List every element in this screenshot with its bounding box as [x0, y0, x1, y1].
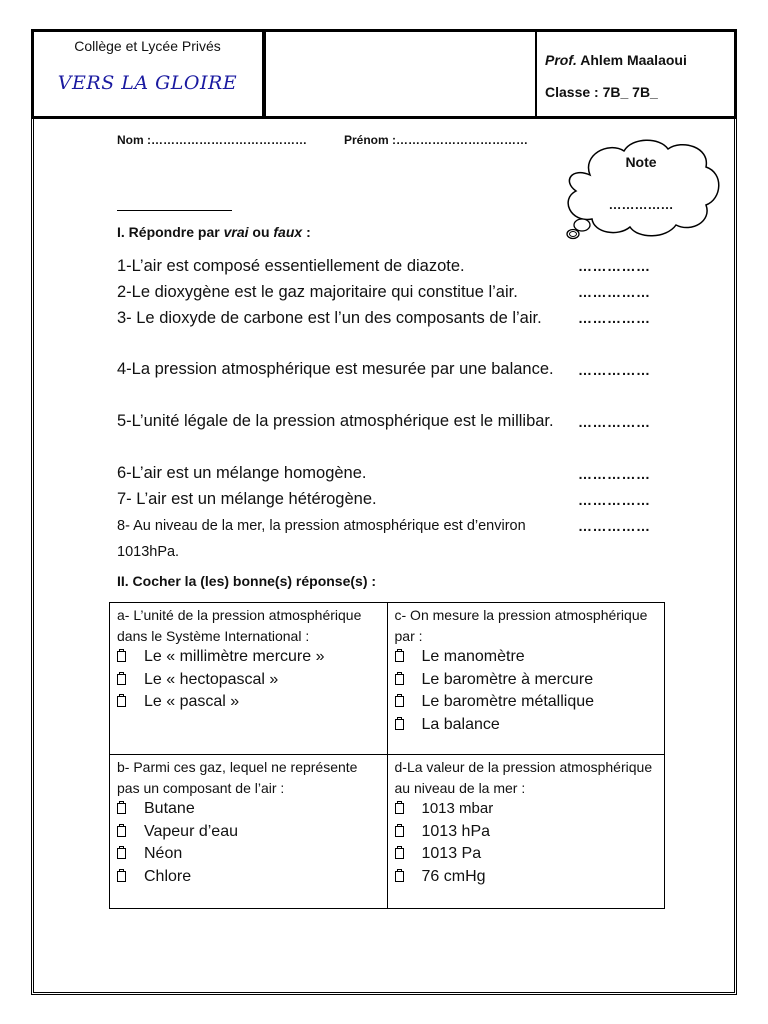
tf-answer-6[interactable]: …………… [578, 466, 651, 482]
mcq-option[interactable]: 76 cmHg [395, 866, 659, 889]
teacher-name: Prof. Ahlem Maalaoui [545, 52, 687, 68]
checkbox-icon[interactable] [117, 848, 126, 859]
mcq-option[interactable]: 1013 Pa [395, 843, 659, 866]
note-cloud [560, 137, 722, 245]
header-divider [31, 117, 737, 119]
note-field[interactable]: …………… [608, 197, 674, 212]
header-blank-box [264, 30, 537, 118]
section1-title: I. Répondre par vrai ou faux : [117, 224, 311, 240]
mcq-question-c: c- On mesure la pression atmosphérique par : [394, 607, 648, 644]
mcq-option[interactable]: Le « pascal » [117, 691, 381, 714]
mcq-cell-b [110, 755, 388, 909]
section-rule [117, 210, 232, 211]
tf-answer-1[interactable]: …………… [578, 258, 651, 274]
school-header-box [31, 30, 264, 118]
checkbox-icon[interactable] [395, 803, 404, 814]
checkbox-icon[interactable] [117, 696, 126, 707]
mcq-option[interactable]: La balance [395, 714, 659, 737]
mcq-table [109, 602, 665, 909]
tf-question-8: 8- Au niveau de la mer, la pression atmosphérique est d’environ 1013hPa. [117, 518, 526, 560]
mcq-option[interactable]: Le manomètre [395, 646, 659, 669]
tf-question-7: 7- L’air est un mélange hétérogène. [117, 490, 377, 508]
checkbox-icon[interactable] [395, 674, 404, 685]
nom-field[interactable]: Nom :………………………………… [117, 133, 307, 147]
mcq-option[interactable]: Néon [117, 843, 381, 866]
mcq-option[interactable]: Vapeur d’eau [117, 821, 381, 844]
tf-answer-7[interactable]: …………… [578, 492, 651, 508]
school-motto: VERS LA GLOIRE [57, 72, 238, 94]
class-label: Classe : 7B_ 7B_ [545, 84, 658, 100]
mcq-option[interactable]: Butane [117, 798, 381, 821]
section2-title: II. Cocher la (les) bonne(s) réponse(s) : [117, 573, 377, 589]
tf-answer-5[interactable]: …………… [578, 414, 651, 430]
tf-question-5: 5-L’unité légale de la pression atmosphérique est le millibar. [117, 412, 554, 430]
checkbox-icon[interactable] [395, 719, 404, 730]
tf-answer-2[interactable]: …………… [578, 284, 651, 300]
tf-question-2: 2-Le dioxygène est le gaz majoritaire qui constitue l’air. [117, 283, 518, 301]
prenom-field[interactable]: Prénom :…………………………… [344, 133, 529, 147]
school-name: Collège et Lycée Privés [74, 38, 221, 54]
tf-question-4: 4-La pression atmosphérique est mesurée par une balance. [117, 360, 554, 378]
checkbox-icon[interactable] [117, 871, 126, 882]
mcq-cell-d [387, 755, 665, 909]
mcq-option[interactable]: 1013 mbar [395, 798, 659, 821]
mcq-question-b: b- Parmi ces gaz, lequel ne représente pas un composant de l’air : [117, 759, 358, 796]
checkbox-icon[interactable] [117, 674, 126, 685]
checkbox-icon[interactable] [117, 803, 126, 814]
tf-answer-8[interactable]: …………… [578, 518, 651, 534]
mcq-cell-a [110, 603, 388, 755]
mcq-option[interactable]: Le baromètre à mercure [395, 669, 659, 692]
mcq-option[interactable]: Chlore [117, 866, 381, 889]
checkbox-icon[interactable] [395, 826, 404, 837]
tf-answer-4[interactable]: …………… [578, 362, 651, 378]
mcq-cell-c [387, 603, 665, 755]
tf-question-6: 6-L’air est un mélange homogène. [117, 464, 367, 482]
tf-question-1: 1-L’air est composé essentiellement de diazote. [117, 257, 465, 275]
checkbox-icon[interactable] [117, 651, 126, 662]
checkbox-icon[interactable] [395, 696, 404, 707]
tf-answer-3[interactable]: …………… [578, 310, 651, 326]
mcq-question-a: a- L’unité de la pression atmosphérique dans le Système International : [117, 607, 362, 644]
checkbox-icon[interactable] [117, 826, 126, 837]
mcq-option[interactable]: 1013 hPa [395, 821, 659, 844]
mcq-question-d: d-La valeur de la pression atmosphérique au niveau de la mer : [394, 759, 653, 796]
tf-question-3: 3- Le dioxyde de carbone est l’un des composants de l’air. [117, 309, 542, 327]
checkbox-icon[interactable] [395, 848, 404, 859]
checkbox-icon[interactable] [395, 871, 404, 882]
mcq-option[interactable]: Le « millimètre mercure » [117, 646, 381, 669]
mcq-option[interactable]: Le « hectopascal » [117, 669, 381, 692]
mcq-option[interactable]: Le baromètre métallique [395, 691, 659, 714]
note-label: Note [625, 154, 657, 170]
teacher-header-box [535, 30, 737, 118]
checkbox-icon[interactable] [395, 651, 404, 662]
